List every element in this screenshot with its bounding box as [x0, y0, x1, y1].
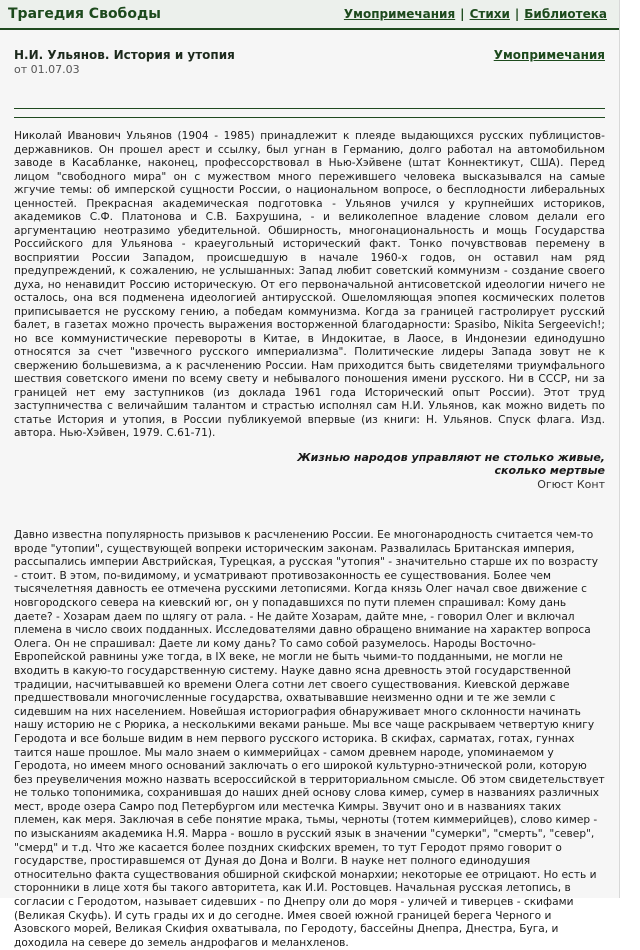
section-link[interactable]: Умопримечания [493, 48, 605, 62]
nav-separator: | [460, 7, 465, 21]
nav-link-umoprimechaniya[interactable]: Умопримечания [343, 7, 456, 21]
nav-separator: | [514, 7, 520, 21]
divider [14, 108, 605, 109]
top-bar [0, 0, 619, 30]
divider [14, 117, 605, 118]
epigraph-author: Огюст Конт [537, 477, 605, 491]
site-title[interactable]: Трагедия Свободы [8, 6, 161, 22]
epigraph-quote-line: Жизнью народов управляют не столько живые, [297, 450, 605, 464]
article-title: Н.И. Ульянов. История и утопия [14, 48, 235, 62]
nav-link-stikhi[interactable]: Стихи [469, 7, 510, 21]
article-body: Давно известна популярность призывов к расчленению России. Ее многонародность считается чем-то вроде "утопии", существующей вопреки историческим законам. Развалилась Британская империя, рассыпались империи Австрийская, Турецкая, а русская "утопия" - значительно старше их по возрасту - стоит. В этом, по-видимому, и усматривают противозаконность ее существования. Более чем тысячелетняя давность ее отмечена русскими летописями. Когда князь Олег начал свое движение с новгородского севера на киевский юг, он у попадавшихся по пути племен спрашивал: Кому дань даете? - Хозарам даем по щлягу от рала. - Не дайте Хозарам, дайте мне, - говорил Олег и включал племена в число своих подданных. Исследователями давно обращено внимание на характер вопроса Олега. Он не спрашивал: Даете ли кому дань? То само собой разумелось. Народы Восточно-Европейской равнины уже тогда, в IX веке, не могли не быть чьими-то подданными, не могли не входить в какую-то государственную систему. Науке давно ясна древность этой государственной традиции, насчитывавшей ко времени Олега сотни лет своего существования. Киевской державе предшествовали многочисленные государства, охватывавшие неизменно одни и те же земли с сидевшим на них населением. Новейшая историография обнаруживает много склонности начинать нашу историю не с Рюрика, а несколькими веками раньше. Мы все чаще раскрываем четвертую книгу Геродота и все больше видим в нем первого русского историка. В скифах, сарматах, готах, гуннах таится наше прошлое. Мы мало знаем о киммерийцах - самом древнем народе, упоминаемом у Геродота, но имеем много оснований заключать о его широкой культурно-этнической роли, которую без преувеличения можно назвать всероссийской в территориальном смысле. Об этом свидетельствует не только топонимика, сохранившая до наших дней основу слова кимер, сумер в названиях различных мест, вроде озера Самро под Петербургом или местечка Кимры. Звучит оно и в названиях таких племен, как меря. Заключая в себе понятие мрака, тьмы, черноты (тотем киммерийцев), слово кимер - по изысканиям академика Н.Я. Марра - вошло в русский язык в значении "сумерки", "смерть", "север", "смерд" и т.д. Что же касается более поздних скифских времен, то тут Геродот прямо говорит о государстве, простиравшемся от Дуная до Дона и Волги. В науке нет полного единодушия относительно факта существования обширной скифской монархии; некоторые ее отрицают. Но есть и сторонники в лице хотя бы такого авторитета, как И.И. Ростовцев. Начальная русская летопись, в согласии с Геродотом, называет сидевших - по Днепру оли до моря - уличей и тиверцев - скифами (Великая Скуфь). И суть грады их и до сегодне. Имея своей южной границей берега Черного и Азовского морей, Великая Скифия охватывала, по Геродоту, бассейны Днепра, Днестра, Буга, и доходила на севере до земель андрофагов и меланхленов. [14, 529, 605, 949]
top-nav [344, 7, 607, 21]
article-date: от 01.07.03 [14, 63, 80, 76]
nav-link-biblioteka[interactable]: Библиотека [524, 7, 607, 21]
article-header [0, 30, 619, 108]
intro-paragraph: Николай Иванович Ульянов (1904 - 1985) принадлежит к плеяде выдающихся русских публицистов-державников. Он прошел арест и ссылку, был угнан в Германию, долго работал на автомобильном заводе в Касабланке, наконец, профессорствовал в Нью-Хэйвене (штат Коннектикут, США). Перед лицом "свободного мира" он с мужеством много пережившего человека высказывался на самые жгучие темы: об имперской сущности России, о национальном вопросе, о бесплодности либеральных ценностей. Прекрасная академическая подготовка - Ульянов учился у крупнейших историков, академиков С.Ф. Платонова и С.В. Бахрушина, - и великолепное владение словом делали его аргументацию неотразимо убедительной. Обширность, многонациональность и мощь Государства Российского для Ульянова - краеугольный исторический факт. Тонко почувствовав перемену в восприятии России Западом, происшедшую в начале 1960-х годов, он оставил нам ряд предупреждений, к сожалению, не услышанных: Запад любит советский коммунизм - создание своего духа, но ненавидит Россию историческую. От его первоначальной антисоветской идеологии ничего не осталось, она вся подменена идеологией антирусской. Ошеломляющая эпопея космических полетов приписывается не русскому гению, а победам коммунизма. Когда за границей гастролирует русский балет, в газетах можно прочесть выражения восторженной благодарности: Spasibo, Nikita Sergeevich!; но все коммунистические перевороты в Китае, в Индокитае, в Лаосе, в Индонезии единодушно относятся за счет "извечного русского империализма". Политические лидеры Запада зовут не к свержению большевизма, а к расчленению России. Нам приходится быть свидетелями триумфального шествия советского имени по всему свету и небывалого поношения имени русского. Ни в СССР, ни за границей нет ему заступников (из доклада 1961 года Исторический опыт России). Этот труд заступничества с величайшим талантом и страстью исполнял сам Н.И. Ульянов, как можно видеть по статье История и утопия, в России публикуемой впервые (из книги: Н. Ульянов. Спуск флага. Изд. автора. Нью-Хэйвен, 1979. С.61-71). [14, 130, 605, 439]
epigraph [14, 451, 605, 492]
epigraph-quote-line: сколько мертвые [494, 464, 605, 477]
